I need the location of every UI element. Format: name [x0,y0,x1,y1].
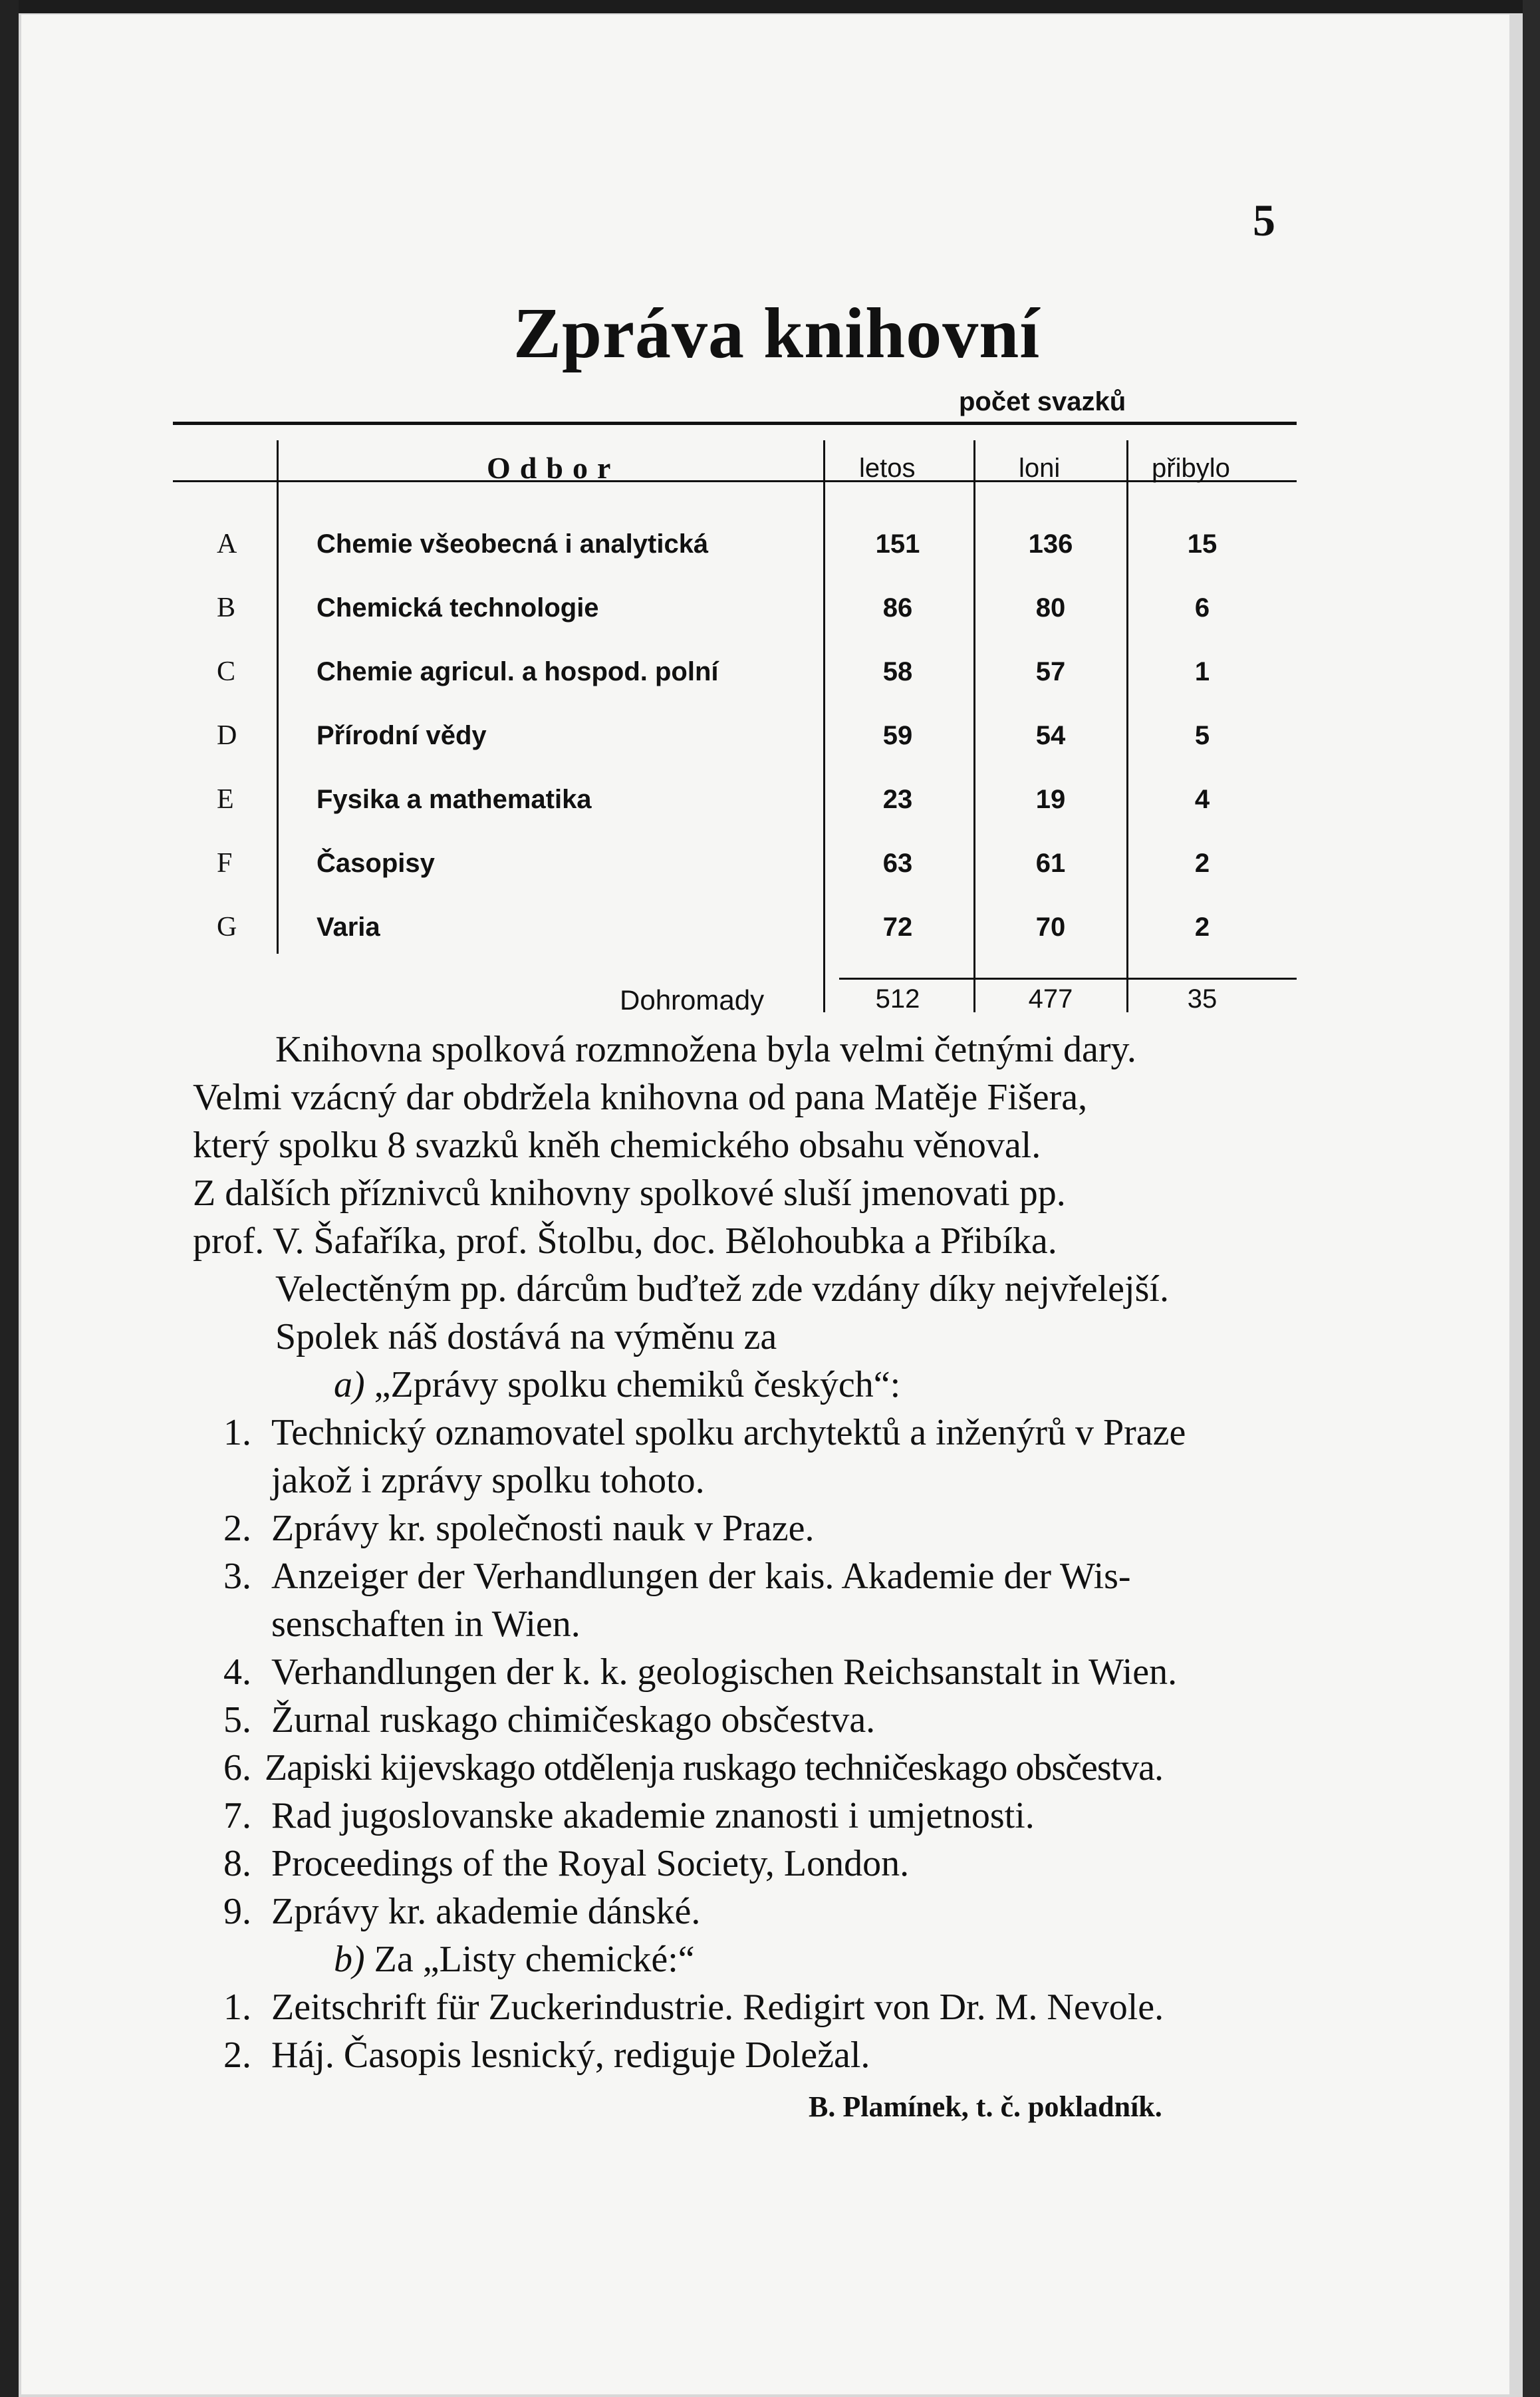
row-pribylo: 2 [1194,913,1210,942]
list-item-number: 9. [223,1891,251,1932]
list-item-number: 6. [223,1747,251,1788]
row-loni: 54 [1035,721,1066,750]
paragraph-line: Knihovna spolková rozmnožena byla velmi četnými dary. [275,1029,1136,1070]
list-item-text: jakož i zprávy spolku tohoto. [271,1460,705,1501]
list-item-text: Proceedings of the Royal Society, London. [271,1843,910,1884]
row-letter: B [217,593,236,623]
row-pribylo: 15 [1187,529,1218,559]
row-loni: 57 [1035,657,1066,686]
row-name: Chemie agricul. a hospod. polní [317,657,719,686]
header-letos: letos [859,454,916,483]
row-pribylo: 5 [1194,721,1210,750]
list-item-text: senschaften in Wien. [271,1604,580,1645]
list-item-number: 1. [223,1987,251,2028]
thanks-line: Velectěným pp. dárcům buďtež zde vzdány díky nejvřelejší. [275,1268,1169,1310]
row-letter: E [217,784,234,815]
paragraph-line: Velmi vzácný dar obdržela knihovna od pana Matěje Fišera, [193,1077,1088,1118]
scan-edge-top [0,0,1540,13]
table-total-rule [839,978,1297,980]
scan-edge-right [1523,0,1540,2397]
list-item-number: 7. [223,1795,251,1836]
row-letter: C [217,656,236,687]
list-item-number: 2. [223,2035,251,2076]
table-col-divider-pribylo [1126,440,1128,1012]
row-letter: D [217,720,237,751]
page-title: Zpráva knihovní [513,294,1041,373]
row-letos: 151 [875,529,920,559]
row-name: Časopisy [317,849,435,878]
row-letter: A [217,529,237,559]
list-item-text: Háj. Časopis lesnický, rediguje Doležal. [271,2035,870,2076]
row-pribylo: 1 [1194,657,1210,686]
paragraph-line: který spolku 8 svazků kněh chemického obsahu věnoval. [193,1125,1041,1166]
row-letos: 59 [882,721,913,750]
header-odbor: Odbor [487,451,620,485]
row-pribylo: 2 [1194,849,1210,878]
row-name: Varia [317,913,380,942]
row-name: Fysika a mathematika [317,785,592,814]
row-pribylo: 4 [1194,785,1210,814]
row-letos: 58 [882,657,913,686]
list-item-text: Rad jugoslovanske akademie znanosti i umjetnosti. [271,1795,1035,1836]
total-pribylo: 35 [1187,984,1218,1014]
row-letos: 72 [882,913,913,942]
list-item-text: Žurnal ruskago chimičeskago obsčestva. [271,1699,876,1741]
paragraph-line: prof. V. Šafaříka, prof. Štolbu, doc. Bělohoubka a Přibíka. [193,1220,1057,1262]
list-item-text: Technický oznamovatel spolku archytektů a inženýrů v Praze [271,1412,1186,1453]
row-loni: 80 [1035,593,1066,623]
row-name: Chemie všeobecná i analytická [317,529,709,559]
row-name: Přírodní vědy [317,721,487,750]
list-item-text: Zprávy kr. akademie dánské. [271,1891,701,1932]
row-loni: 136 [1028,529,1073,559]
row-letos: 63 [882,849,913,878]
signature: B. Plamínek, t. č. pokladník. [809,2090,1162,2123]
section-a-marker: a) [334,1364,365,1405]
list-item-text: Zprávy kr. společnosti nauk v Praze. [271,1508,815,1549]
section-b-title: Za „Listy chemické:“ [374,1939,695,1980]
row-loni: 19 [1035,785,1066,814]
list-item-text: Verhandlungen der k. k. geologischen Reichsanstalt in Wien. [271,1651,1178,1693]
section-a-heading [334,1363,900,1406]
total-loni: 477 [1028,984,1073,1014]
page-sheet [21,15,1509,2394]
row-pribylo: 6 [1194,593,1210,623]
header-pribylo: přibylo [1152,454,1230,483]
table-subheading: počet svazků [959,387,1126,416]
row-name: Chemická technologie [317,593,599,623]
total-letos: 512 [875,984,920,1014]
list-item-text: Anzeiger der Verhandlungen der kais. Akademie der Wis- [271,1556,1131,1597]
row-letter: G [217,912,237,942]
table-col-divider-loni [973,440,975,1012]
exchange-intro: Spolek náš dostává na výměnu za [275,1316,777,1357]
section-a-title: „Zprávy spolku chemiků českých“: [374,1364,901,1405]
scan-edge-left [0,0,19,2397]
list-item-number: 5. [223,1699,251,1741]
row-loni: 61 [1035,849,1066,878]
list-item-number: 1. [223,1412,251,1453]
table-col-divider-letter [277,440,279,954]
list-item-number: 3. [223,1556,251,1597]
paragraph-line: Z dalších příznivců knihovny spolkové sluší jmenovati pp. [193,1173,1066,1214]
list-item-number: 2. [223,1508,251,1549]
list-item-text: Zapiski kijevskago otdělenja ruskago techničeskago obsčestva. [265,1747,1164,1788]
header-loni: loni [1019,454,1061,483]
total-label: Dohromady [620,984,765,1016]
row-letos: 23 [882,785,913,814]
list-item-text: Zeitschrift für Zuckerindustrie. Redigirt von Dr. M. Nevole. [271,1987,1164,2028]
list-item-number: 8. [223,1843,251,1884]
row-letos: 86 [882,593,913,623]
section-b-heading [334,1938,695,1981]
page-number: 5 [1253,195,1275,245]
list-item-number: 4. [223,1651,251,1693]
table-top-rule [173,422,1297,425]
table-col-divider-letos [823,440,825,1012]
row-loni: 70 [1035,913,1066,942]
row-letter: F [217,848,233,879]
section-b-marker: b) [334,1939,365,1980]
